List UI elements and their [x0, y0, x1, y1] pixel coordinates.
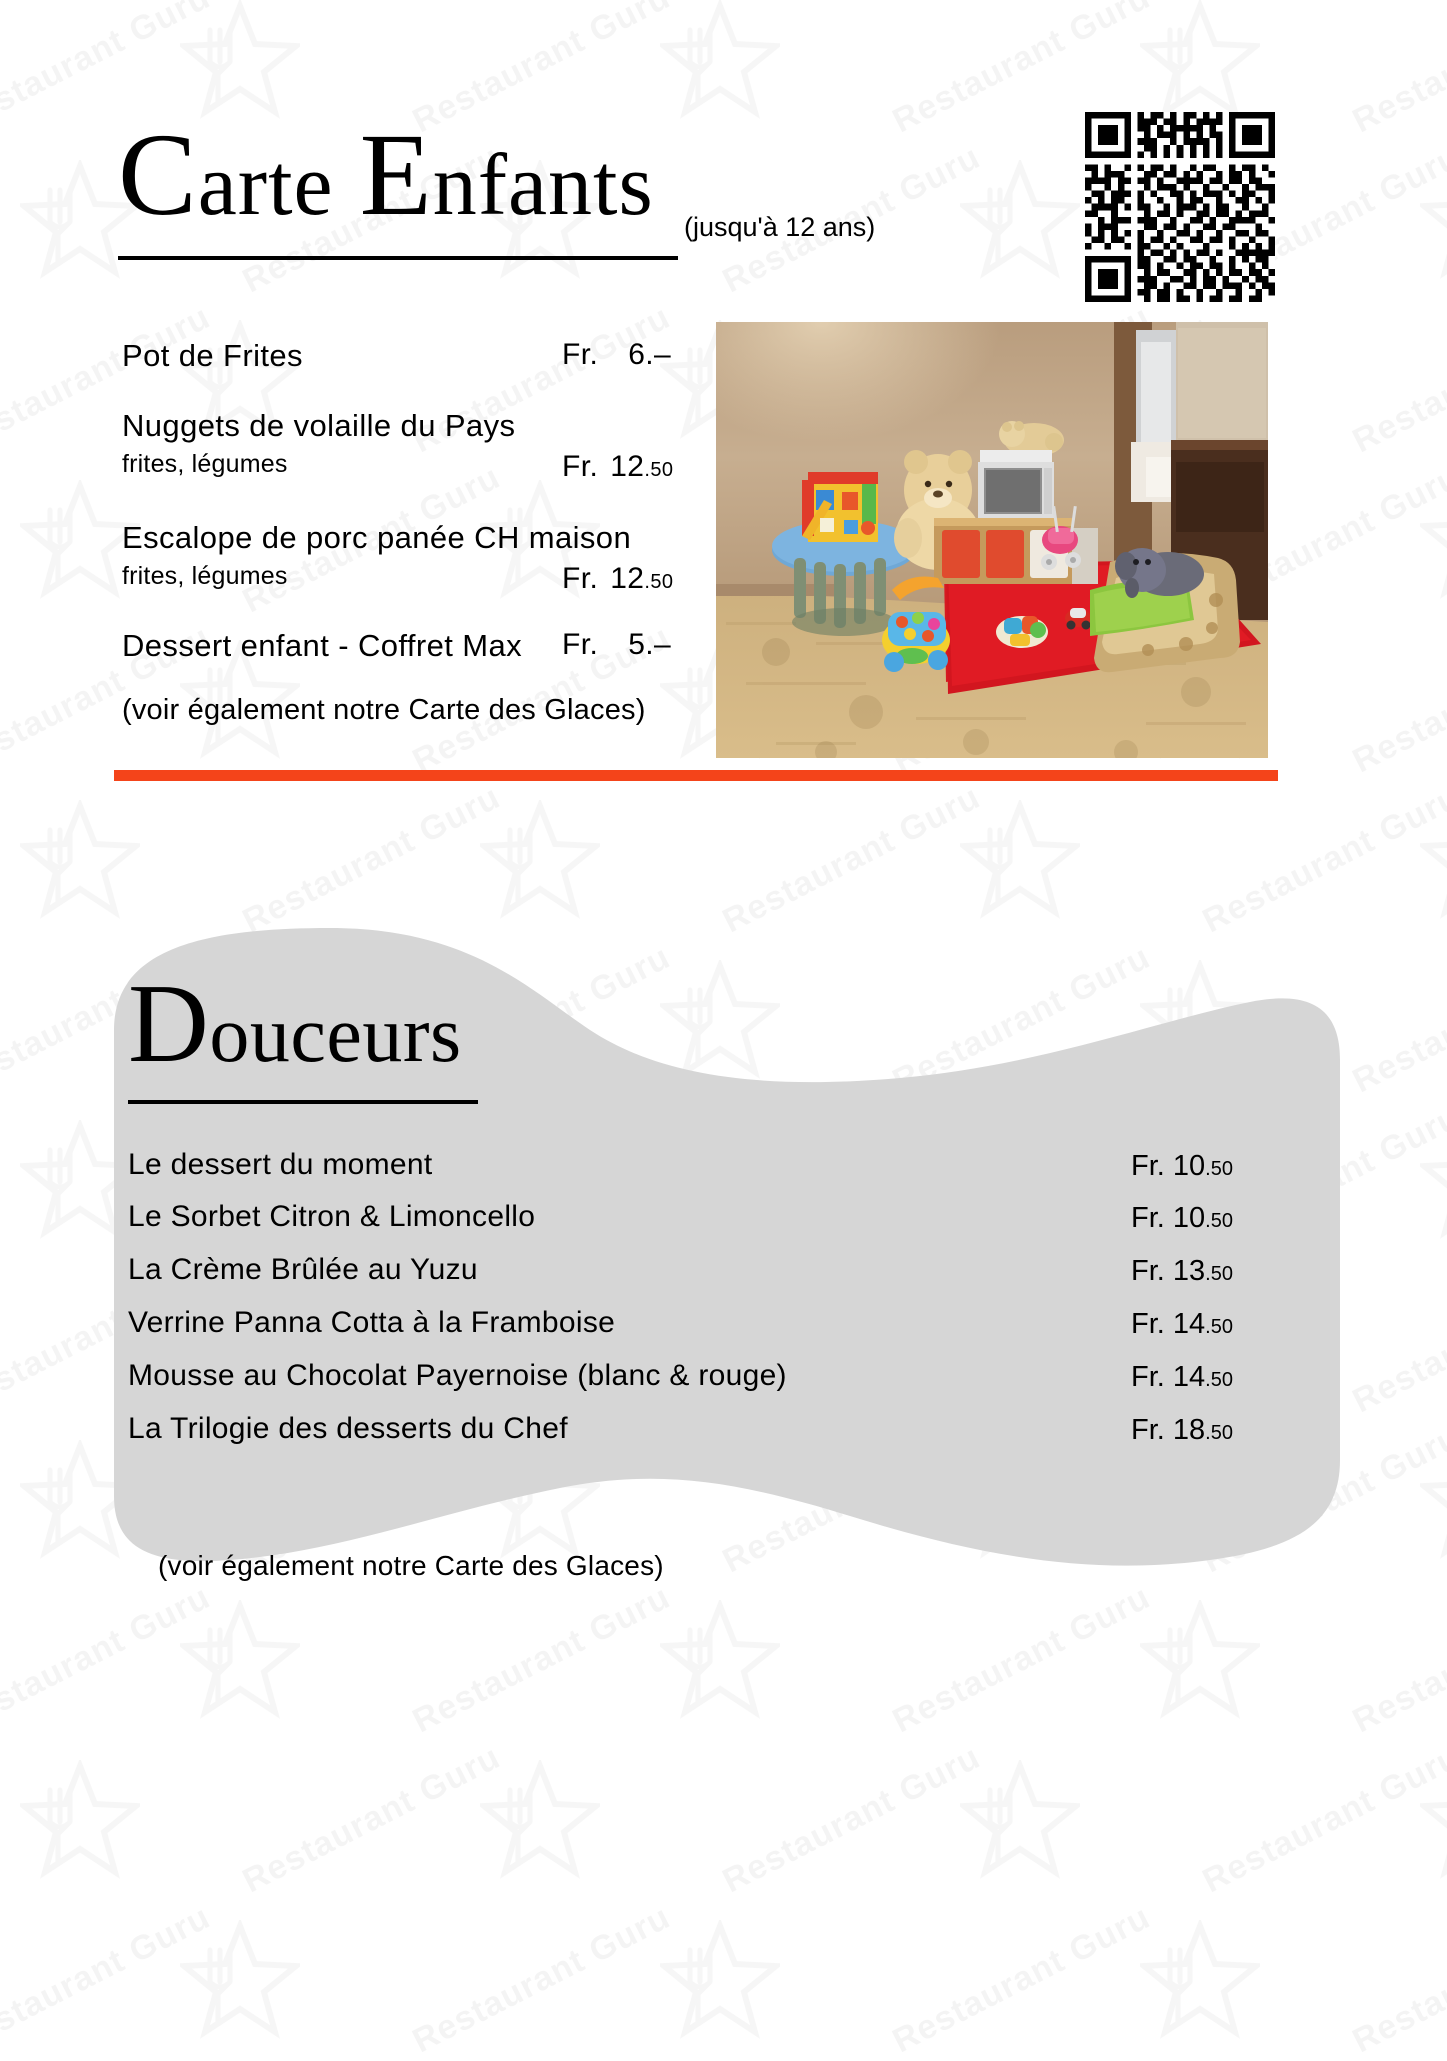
douceurs-note: (voir également notre Carte des Glaces) — [158, 1550, 664, 1581]
title-initial-e: E — [359, 109, 433, 240]
title-initial-c: C — [118, 109, 198, 240]
fork-star-icon — [1420, 1760, 1447, 1890]
dessert-name: La Crème Brûlée au Yuzu — [128, 1253, 478, 1286]
price-currency: Fr. — [1131, 1255, 1165, 1287]
watermark-text — [887, 1898, 1157, 2061]
section-carte-enfants — [0, 0, 1447, 800]
dessert-name: Le dessert du moment — [128, 1148, 433, 1181]
dessert-row — [128, 1306, 1278, 1348]
watermark-text — [0, 1898, 217, 2061]
price-currency: Fr. — [562, 628, 599, 661]
douceurs-title-underline — [128, 1100, 478, 1104]
fork-star-icon — [180, 1920, 300, 2050]
dessert-name: Verrine Panna Cotta à la Framboise — [128, 1306, 616, 1339]
watermark-text — [1197, 1738, 1447, 1901]
price-value: 14 — [1172, 1361, 1206, 1393]
dessert-price — [1131, 1361, 1233, 1394]
watermark-text — [717, 1738, 987, 1901]
title-rest-arte: arte — [197, 137, 334, 234]
dessert-price — [1131, 1414, 1233, 1447]
dessert-price — [1131, 1202, 1233, 1235]
fork-star-icon — [20, 1760, 140, 1890]
price-currency: Fr. — [562, 562, 599, 595]
price-currency: Fr. — [1131, 1202, 1165, 1234]
price-value: 14 — [1172, 1308, 1206, 1340]
menu-item-name: Dessert enfant - Coffret Max — [122, 628, 523, 663]
price-value: 12 — [610, 562, 645, 595]
dessert-name: La Trilogie des desserts du Chef — [128, 1412, 568, 1445]
watermark-text — [407, 1898, 677, 2061]
title-rest-nfants: nfants — [432, 137, 654, 234]
price-currency: Fr. — [562, 450, 599, 483]
title-underline — [118, 256, 678, 260]
price-currency: Fr. — [1131, 1414, 1165, 1446]
price-currency: Fr. — [1131, 1150, 1165, 1182]
dessert-price — [1131, 1255, 1233, 1288]
menu-item-price — [562, 450, 673, 484]
fork-star-icon — [1140, 1920, 1260, 2050]
price-value: 10 — [1172, 1202, 1206, 1234]
dessert-price — [1131, 1150, 1233, 1183]
qr-code-svg — [1085, 112, 1275, 302]
watermark-text — [237, 1738, 507, 1901]
price-value: 10 — [1172, 1150, 1206, 1182]
menu-item-garnish: frites, légumes — [122, 450, 288, 478]
children-playroom-photo — [716, 322, 1268, 758]
menu-item-name: Nuggets de volaille du Pays — [122, 408, 516, 443]
qr-code-icon[interactable] — [1085, 112, 1275, 302]
price-cents: .50 — [644, 571, 674, 593]
title-initial-d: D — [128, 962, 210, 1086]
fork-star-icon — [480, 1760, 600, 1890]
dessert-row — [128, 1253, 1278, 1295]
menu-item-price — [562, 628, 671, 662]
price-value: 12 — [610, 450, 645, 483]
fork-star-icon — [960, 1760, 1080, 1890]
price-value: 13 — [1172, 1255, 1206, 1287]
fork-star-icon — [660, 1920, 780, 2050]
price-currency: Fr. — [562, 338, 599, 371]
price-currency: Fr. — [1131, 1361, 1165, 1393]
menu-item-price — [562, 338, 671, 372]
page-title-douceurs — [128, 962, 462, 1086]
menu-item-price — [562, 562, 673, 596]
price-value: 6 — [628, 338, 646, 371]
dessert-row — [128, 1148, 1278, 1190]
price-cents: .50 — [1205, 1369, 1233, 1391]
dessert-name: Le Sorbet Citron & Limoncello — [128, 1200, 536, 1233]
price-cents: .– — [645, 628, 672, 661]
price-cents: .50 — [1205, 1210, 1233, 1232]
section-douceurs — [0, 900, 1447, 1700]
dessert-row — [128, 1359, 1278, 1401]
playroom-illustration — [716, 322, 1268, 758]
enfants-subtitle: (jusqu'à 12 ans) — [684, 212, 876, 242]
dessert-price — [1131, 1308, 1233, 1341]
menu-item-garnish: frites, légumes — [122, 562, 288, 590]
price-currency: Fr. — [1131, 1308, 1165, 1340]
price-cents: .50 — [1205, 1158, 1233, 1180]
price-value: 18 — [1172, 1414, 1206, 1446]
price-value: 5 — [628, 628, 646, 661]
menu-item-name: Pot de Frites — [122, 338, 303, 373]
watermark-text — [1347, 1898, 1447, 2061]
price-cents: .50 — [644, 459, 674, 481]
dessert-name: Mousse au Chocolat Payernoise (blanc & rouge) — [128, 1359, 787, 1392]
price-cents: .50 — [1205, 1316, 1233, 1338]
dessert-row — [128, 1200, 1278, 1242]
price-cents: .50 — [1205, 1263, 1233, 1285]
page-title-carte-enfants — [118, 109, 654, 240]
menu-item-name: Escalope de porc panée CH maison — [122, 520, 632, 555]
enfants-note: (voir également notre Carte des Glaces) — [122, 694, 646, 726]
douceurs-content — [0, 900, 1447, 1700]
price-cents: .– — [645, 338, 672, 371]
title-rest-ouceurs: ouceurs — [209, 991, 462, 1079]
dessert-row — [128, 1412, 1278, 1454]
price-cents: .50 — [1205, 1422, 1233, 1444]
section-divider — [114, 770, 1278, 781]
